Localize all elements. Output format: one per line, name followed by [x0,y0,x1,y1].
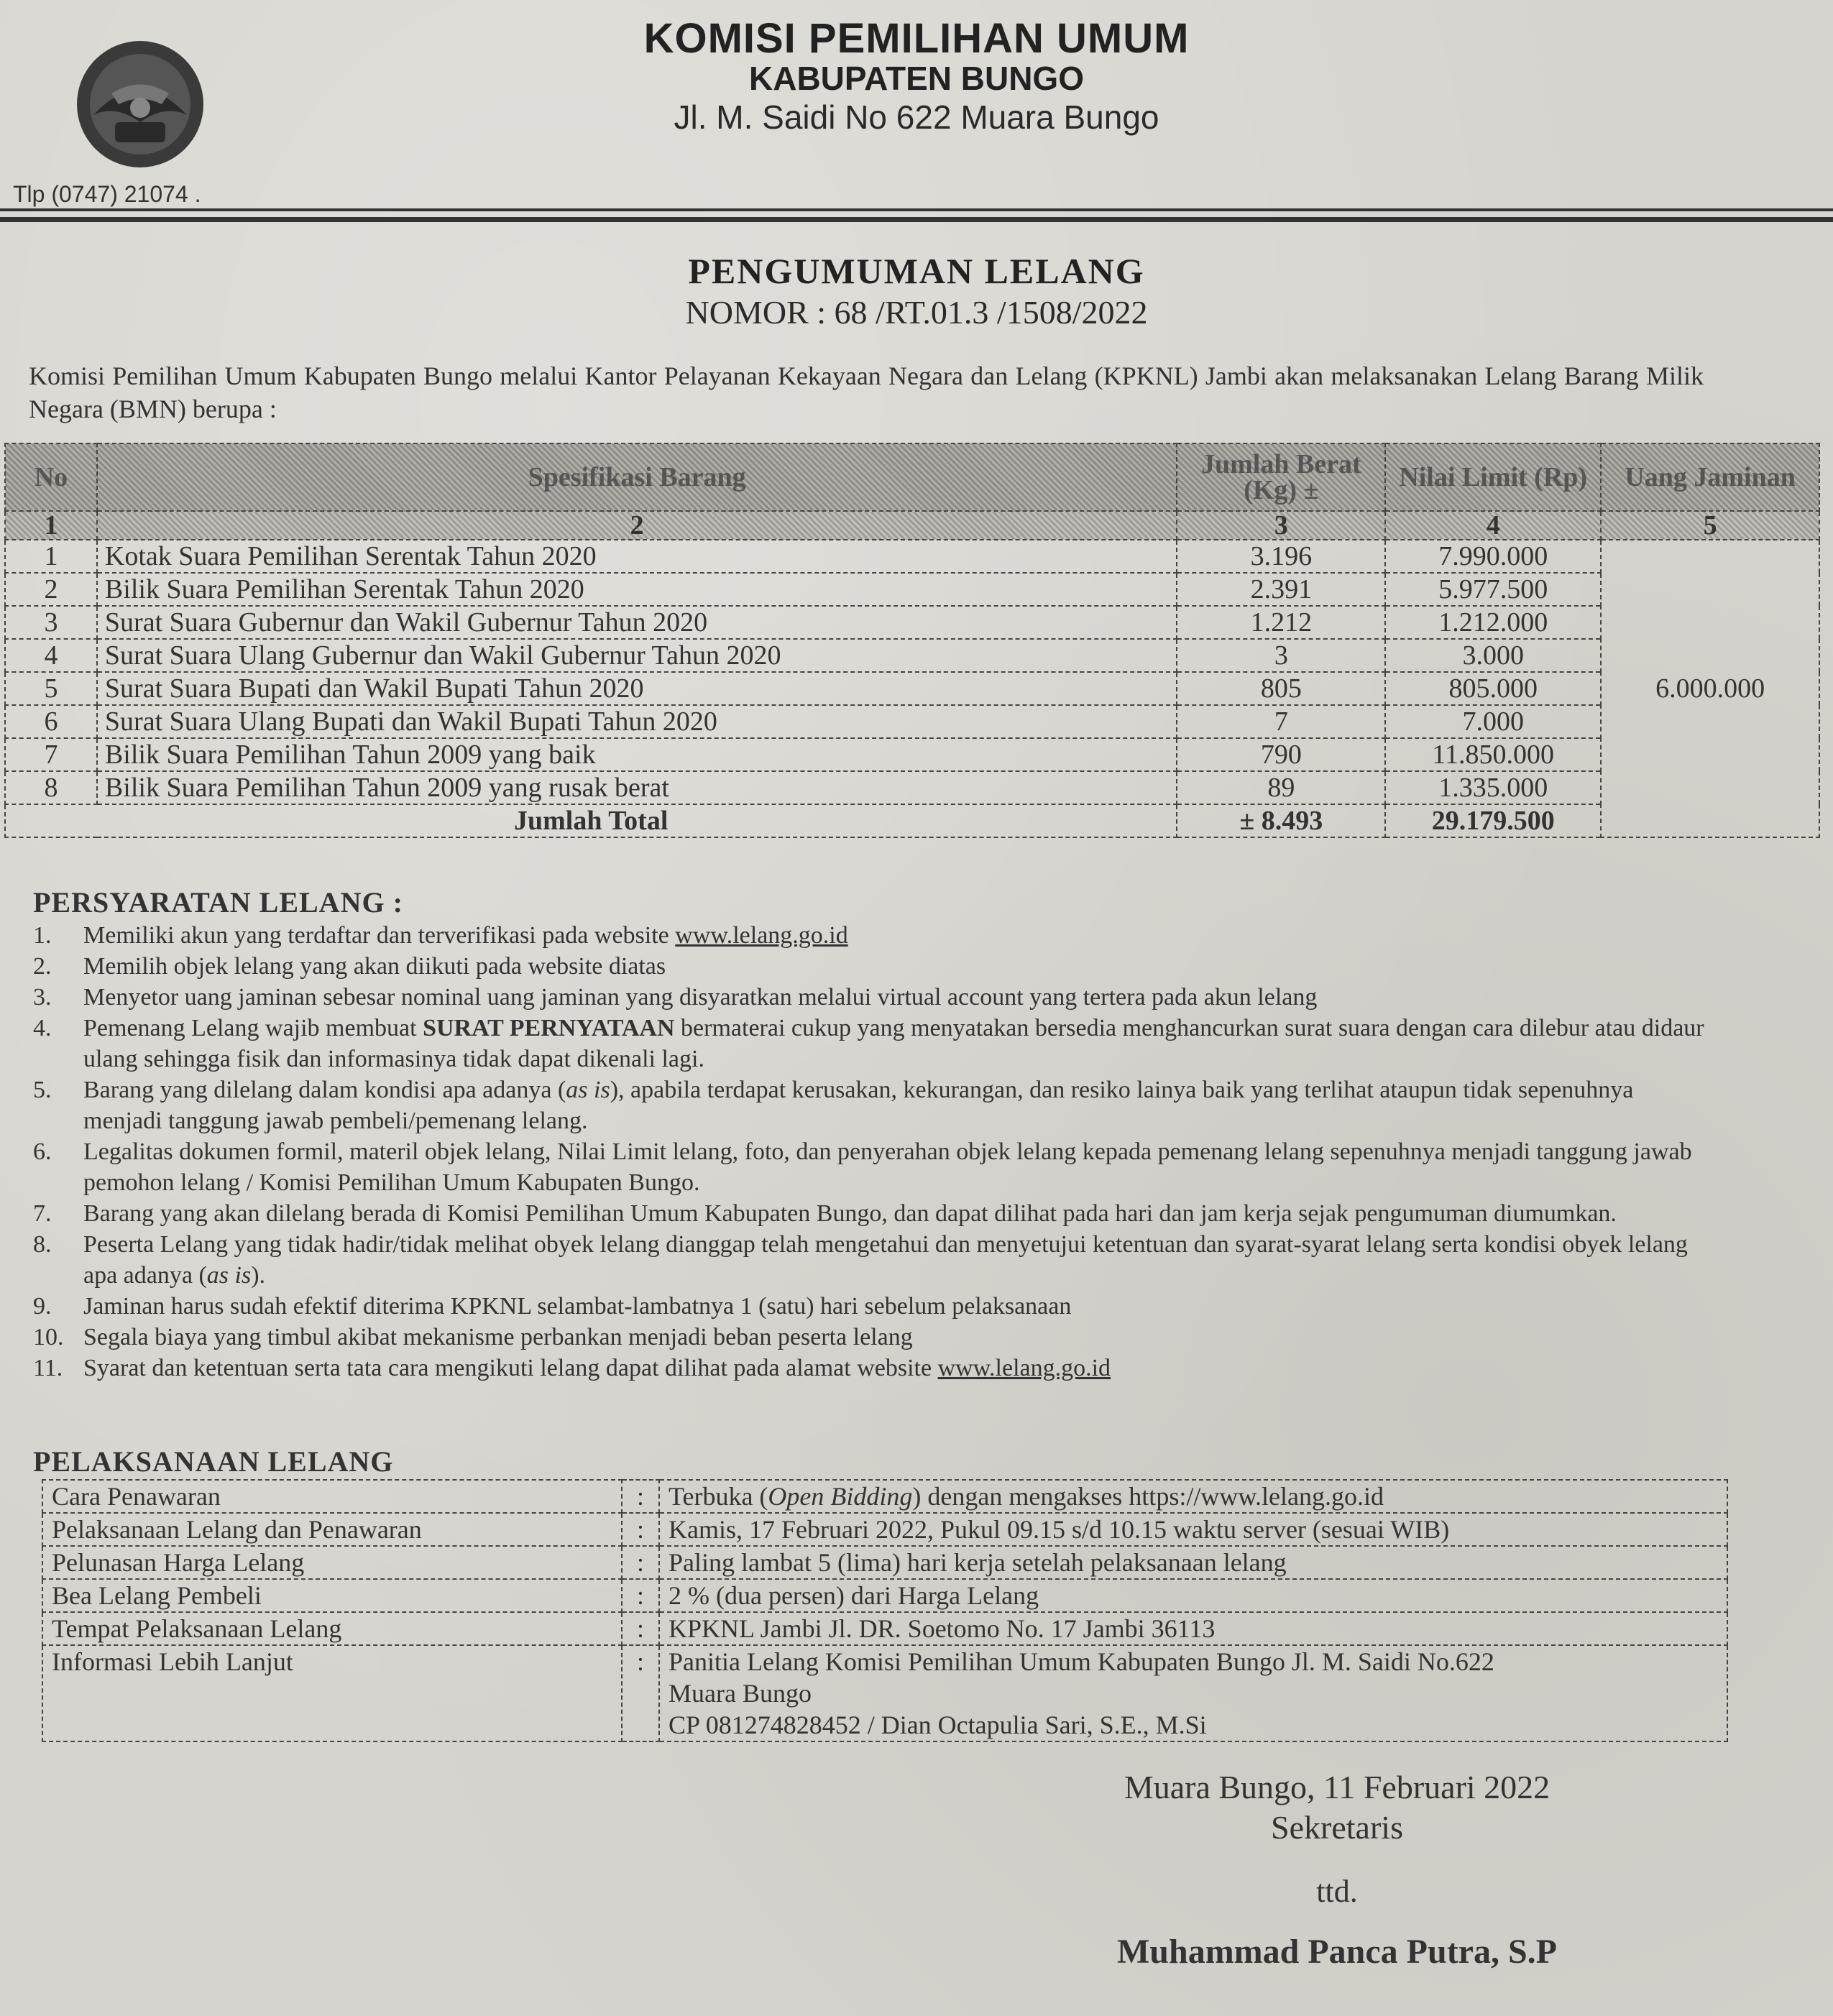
exec-label: Pelaksanaan Lelang dan Penawaran [42,1513,622,1546]
row-no: 7 [5,738,97,771]
exec-label: Pelunasan Harga Lelang [42,1546,622,1579]
header-guarantee: Uang Jaminan [1601,443,1819,511]
announcement-number: NOMOR : 68 /RT.01.3 /1508/2022 [685,294,1148,331]
header-no: No [5,443,97,511]
list-item: 6. Legalitas dokumen formil, materil objek lelang, Nilai Limit lelang, foto, dan penyerahan objek lelang kepada pemenang lelang sepenuhnya menjadi tanggung jawab pemohon lelang / Komisi Pemilihan Umum Kabupaten Bungo. [33,1138,1692,1196]
table-row [42,1513,1727,1546]
total-label: Jumlah Total [5,804,1177,837]
exec-colon: : [622,1513,659,1546]
row-limit: 1.212.000 [1385,606,1601,639]
exec-value: KPKNL Jambi Jl. DR. Soetomo No. 17 Jambi 36113 [659,1612,1727,1645]
exec-label: Bea Lelang Pembeli [42,1579,622,1612]
exec-value: 2 % (dua persen) dari Harga Lelang [659,1579,1727,1612]
requirements-heading: PERSYARATAN LELANG : [33,886,403,919]
exec-colon: : [622,1579,659,1612]
org-region: KABUPATEN BUNGO [749,60,1084,97]
row-spec: Surat Suara Bupati dan Wakil Bupati Tahun 2020 [97,672,1177,705]
col-num: 2 [97,511,1177,540]
list-item: 9. Jaminan harus sudah efektif diterima KPKNL selambat-lambatnya 1 (satu) hari sebelum pelaksanaan [33,1293,1072,1320]
org-address: Jl. M. Saidi No 622 Muara Bungo [674,98,1159,136]
announcement-title: PENGUMUMAN LELANG [688,251,1145,291]
row-spec: Bilik Suara Pemilihan Tahun 2009 yang rusak berat [97,771,1177,804]
row-spec: Surat Suara Ulang Bupati dan Wakil Bupati Tahun 2020 [97,705,1177,738]
exec-value: Kamis, 17 Februari 2022, Pukul 09.15 s/d 10.15 waktu server (sesuai WIB) [659,1513,1727,1546]
row-limit: 7.990.000 [1385,540,1601,573]
list-item: 5. Barang yang dilelang dalam kondisi apa adanya (as is), apabila terdapat kerusakan, kekurangan, dan resiko lainya baik yang terlihat ataupun tidak sepenuhnya menjadi tanggung jawab pembeli/pemenang lelang. [33,1077,1634,1134]
row-weight: 790 [1177,738,1385,771]
row-weight: 89 [1177,771,1385,804]
exec-value: Terbuka (Open Bidding) dengan mengakses https://www.lelang.go.id [659,1480,1727,1513]
header-rule-thick [0,217,1833,222]
signature-ttd: ttd. [1316,1874,1358,1909]
exec-colon: : [622,1645,659,1741]
header-weight: Jumlah Berat (Kg) ± [1177,443,1385,511]
lelang-website-link[interactable]: www.lelang.go.id [937,1355,1111,1381]
header-limit: Nilai Limit (Rp) [1385,443,1601,511]
row-weight: 2.391 [1177,573,1385,606]
table-row [42,1645,1727,1741]
intro-paragraph: Komisi Pemilihan Umum Kabupaten Bungo melalui Kantor Pelayanan Kekayaan Negara dan Lelang (KPKNL) Jambi akan melaksanakan Lelang Barang Milik Negara (BMN) berupa : [29,362,1704,423]
row-limit: 5.977.500 [1385,573,1601,606]
items-header-row [5,443,1819,511]
list-item: 3. Menyetor uang jaminan sebesar nominal uang jaminan yang disyaratkan melalui virtual account yang tertera pada akun lelang [33,984,1318,1011]
items-table [4,443,1820,838]
org-phone: Tlp (0747) 21074 . [13,181,201,207]
col-num: 5 [1601,511,1819,540]
row-limit: 3.000 [1385,639,1601,672]
requirements-list [33,920,1708,1384]
exec-label: Cara Penawaran [42,1480,622,1513]
table-row [42,1546,1727,1579]
row-no: 8 [5,771,97,804]
table-row [42,1579,1727,1612]
exec-colon: : [622,1546,659,1579]
exec-colon: : [622,1480,659,1513]
table-row [5,771,1819,804]
row-no: 4 [5,639,97,672]
row-weight: 3 [1177,639,1385,672]
row-no: 6 [5,705,97,738]
exec-label: Tempat Pelaksanaan Lelang [42,1612,622,1645]
row-spec: Kotak Suara Pemilihan Serentak Tahun 2020 [97,540,1177,573]
org-name: KOMISI PEMILIHAN UMUM [643,15,1190,62]
table-row [5,639,1819,672]
row-limit: 805.000 [1385,672,1601,705]
lelang-website-link[interactable]: www.lelang.go.id [675,922,848,949]
signatory-name: Muhammad Panca Putra, S.P [1117,1933,1557,1971]
list-item: 1. Memiliki akun yang terdaftar dan terverifikasi pada website www.lelang.go.id [33,922,848,949]
row-no: 5 [5,672,97,705]
list-item: 4. Pemenang Lelang wajib membuat SURAT PERNYATAAN bermaterai cukup yang menyatakan bersedia menghancurkan surat suara dengan cara dilebur atau didaur ulang sehingga fisik dan informasinya tidak dapat dikenali lagi. [33,1015,1704,1072]
row-limit: 11.850.000 [1385,738,1601,771]
table-row [42,1612,1727,1645]
list-item: 10. Segala biaya yang timbul akibat mekanisme perbankan menjadi beban peserta lelang [33,1324,913,1350]
total-row [5,804,1819,837]
col-num: 1 [5,511,97,540]
row-spec: Bilik Suara Pemilihan Tahun 2009 yang baik [97,738,1177,771]
table-row [5,705,1819,738]
row-no: 3 [5,606,97,639]
execution-heading: PELAKSANAAN LELANG [33,1445,394,1478]
col-num: 3 [1177,511,1385,540]
header-spec: Spesifikasi Barang [97,443,1177,511]
signature-place-date: Muara Bungo, 11 Februari 2022 [1124,1769,1551,1805]
exec-value: Panitia Lelang Komisi Pemilihan Umum Kabupaten Bungo Jl. M. Saidi No.622 Muara Bungo CP 081274828452 / Dian Octapulia Sari, S.E., M.Si [659,1645,1727,1741]
execution-table [42,1479,1728,1742]
exec-label: Informasi Lebih Lanjut [42,1645,622,1741]
row-weight: 1.212 [1177,606,1385,639]
row-weight: 7 [1177,705,1385,738]
row-no: 2 [5,573,97,606]
table-row [42,1480,1727,1513]
row-limit: 7.000 [1385,705,1601,738]
list-item: 8. Peserta Lelang yang tidak hadir/tidak melihat obyek lelang dianggap telah mengetahui dan menyetujui ketentuan dan syarat-syarat lelang serta kondisi obyek lelang apa adanya (as is). [33,1231,1688,1289]
header-rule-thin [0,208,1833,211]
row-weight: 805 [1177,672,1385,705]
table-row [5,672,1819,705]
row-weight: 3.196 [1177,540,1385,573]
list-item: 11. Syarat dan ketentuan serta tata cara mengikuti lelang dapat dilihat pada alamat website www.lelang.go.id [33,1355,1111,1381]
total-weight: ± 8.493 [1177,804,1385,837]
exec-value: Paling lambat 5 (lima) hari kerja setelah pelaksanaan lelang [659,1546,1727,1579]
list-item: 2. Memilih objek lelang yang akan diikuti pada website diatas [33,953,666,980]
table-row [5,540,1819,573]
table-row [5,606,1819,639]
table-row [5,573,1819,606]
list-item: 7. Barang yang akan dilelang berada di Komisi Pemilihan Umum Kabupaten Bungo, dan dapat dilihat pada hari dan jam kerja sejak pengumuman diumumkan. [33,1200,1617,1227]
total-limit: 29.179.500 [1385,804,1601,837]
col-num: 4 [1385,511,1601,540]
row-limit: 1.335.000 [1385,771,1601,804]
table-row [5,738,1819,771]
guarantee-value: 6.000.000 [1601,540,1819,837]
row-spec: Surat Suara Gubernur dan Wakil Gubernur Tahun 2020 [97,606,1177,639]
signature-role: Sekretaris [1271,1809,1403,1846]
column-number-row [5,511,1819,540]
row-no: 1 [5,540,97,573]
row-spec: Surat Suara Ulang Gubernur dan Wakil Gubernur Tahun 2020 [97,639,1177,672]
exec-colon: : [622,1612,659,1645]
row-spec: Bilik Suara Pemilihan Serentak Tahun 2020 [97,573,1177,606]
